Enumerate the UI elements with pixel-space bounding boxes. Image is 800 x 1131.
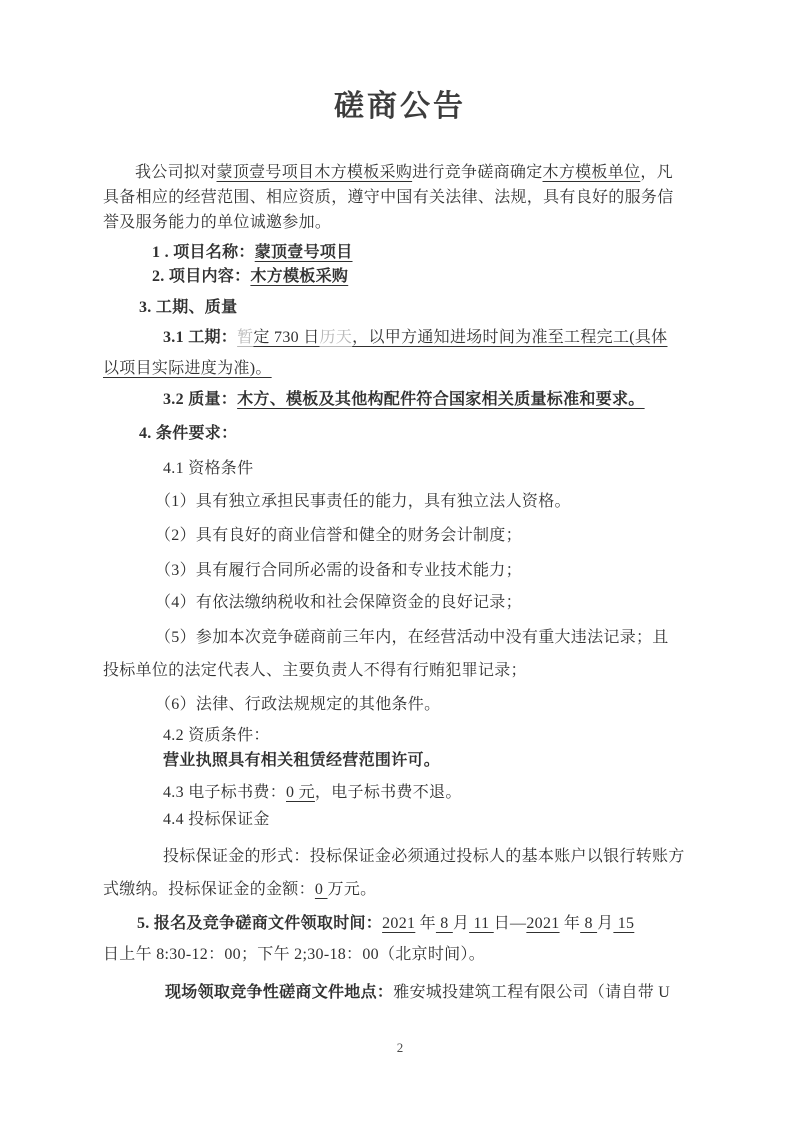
page-title: 磋商公告 (334, 90, 466, 123)
date-day-1: 11 (469, 915, 494, 932)
signup-time-label: 5. 报名及竞争磋商文件领取时间： (137, 915, 383, 932)
deposit-amount: 0 (314, 881, 328, 898)
supplier-unit-underlined: 木方模板单位 (542, 164, 641, 181)
date-year-2: 2021 (526, 915, 560, 932)
date-text: 日— (493, 915, 527, 932)
deposit-text: 万元。 (327, 881, 377, 898)
qualification-condition-5 (103, 621, 707, 687)
condition-5-text: 投标单位的法定代表人、主要负责人不得有行贿犯罪记录； (103, 662, 527, 679)
project-content-value: 木方模板采购 (250, 268, 349, 285)
date-text: 年 (415, 915, 436, 932)
qualification-condition-1: （1）具有独立承担民事责任的能力，具有独立法人资格。 (155, 493, 571, 510)
intro-text: 进行竞争磋商确定 (412, 164, 543, 181)
section-3-1-paragraph (103, 322, 707, 384)
quality-label: 3.2 质量： (163, 391, 238, 408)
section-5-paragraph (103, 908, 707, 970)
condition-5-text: （5）参加本次竞争磋商前三年内，在经营活动中没有重大违法记录；且 (155, 629, 669, 646)
bid-deposit-paragraph (103, 840, 707, 906)
project-content-label: 2. 项目内容： (152, 268, 251, 285)
section-3-2-paragraph (103, 387, 707, 412)
section-4-1-heading: 4.1 资格条件 (163, 460, 254, 477)
project-purchase-underlined: 蒙顶壹号项目木方模板采购 (216, 164, 413, 181)
date-year-1: 2021 (382, 915, 416, 932)
duration-value-faint: 历天 (319, 329, 353, 346)
project-name-item (103, 240, 756, 265)
ebid-fee-label: 4.3 电子标书费： (163, 784, 287, 801)
date-text: 月 (452, 915, 470, 932)
onsite-pickup-line (103, 980, 707, 1005)
duration-value: ，以甲方通知进场时间为准至工程完工(具体 (352, 329, 668, 346)
duration-value: 定 730 日 (253, 329, 320, 346)
intro-text: 誉及服务能力的单位诚邀参加。 (103, 214, 332, 231)
project-content-item (103, 264, 756, 289)
time-range-text: 日上午 8:30-12：00；下午 2;30-18：00（北京时间）。 (103, 946, 486, 963)
ebid-fee-suffix: ，电子标书费不退。 (314, 784, 462, 801)
duration-value: 以项目实际进度为准)。 (103, 360, 272, 377)
section-4-3-paragraph (103, 780, 767, 805)
license-requirement: 营业执照具有相关租赁经营范围许可。 (163, 752, 441, 769)
onsite-pickup-value: 雅安城投建筑工程有限公司（请自带 U (393, 984, 671, 1001)
deposit-text: 投标保证金的形式：投标保证金必须通过投标人的基本账户以银行转账方 (163, 848, 685, 865)
section-4-4-heading: 4.4 投标保证金 (163, 811, 270, 828)
qualification-condition-2: （2）具有良好的商业信誉和健全的财务会计制度； (155, 527, 522, 544)
intro-paragraph (103, 160, 707, 235)
intro-text: 具备相应的经营范围、相应资质，遵守中国有关法律、法规，具有良好的服务信 (103, 189, 674, 206)
onsite-pickup-label: 现场领取竞争性磋商文件地点： (165, 984, 394, 1001)
date-text: 年 (559, 915, 581, 932)
project-name-label: 1 . 项目名称： (152, 244, 255, 261)
date-day-2: 15 (613, 915, 635, 932)
section-3-heading: 3. 工期、质量 (139, 299, 238, 316)
qualification-condition-6: （6）法律、行政法规规定的其他条件。 (155, 696, 441, 713)
date-text: 月 (597, 915, 614, 932)
quality-value: 木方、模板及其他构配件符合国家相关质量标准和要求。 (237, 391, 645, 408)
date-month-2: 8 (580, 915, 598, 932)
date-month-1: 8 (435, 915, 453, 932)
qualification-condition-4: （4）有依法缴纳税收和社会保障资金的良好记录； (155, 594, 522, 611)
deposit-text: 式缴纳。投标保证金的金额： (103, 881, 315, 898)
project-name-value: 蒙顶壹号项目 (254, 244, 353, 261)
duration-value-faint: 暂 (237, 329, 254, 346)
section-4-2-heading: 4.2 资质条件： (163, 727, 270, 744)
ebid-fee-value: 0 元 (286, 784, 315, 801)
intro-text: ，凡 (640, 164, 673, 181)
section-4-heading: 4. 条件要求： (139, 425, 238, 442)
duration-label: 3.1 工期： (163, 329, 238, 346)
qualification-condition-3: （3）具有履行合同所必需的设备和专业技术能力； (155, 562, 522, 579)
intro-text: 我公司拟对 (135, 164, 217, 181)
page-number: 2 (396, 1040, 404, 1055)
